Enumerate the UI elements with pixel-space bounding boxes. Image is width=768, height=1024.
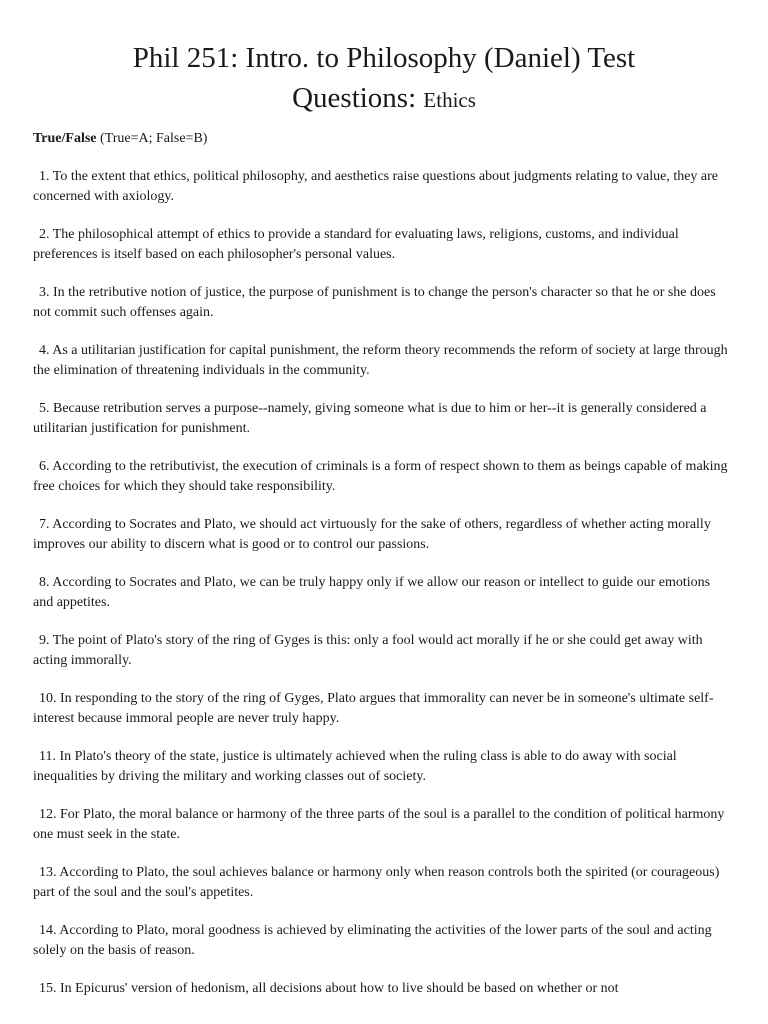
section-heading bbox=[33, 129, 207, 149]
question-item: 14. According to Plato, moral goodness is achieved by eliminating the activities of the lower parts of the soul and acting solely on the basis of reason. bbox=[33, 923, 712, 958]
question-item: 3. In the retributive notion of justice, the purpose of punishment is to change the person's character so that he or she does not commit such offenses again. bbox=[33, 285, 716, 320]
title-topic: Ethics bbox=[423, 88, 476, 112]
question-item: 8. According to Socrates and Plato, we can be truly happy only if we allow our reason or intellect to guide our emotions and appetites. bbox=[33, 575, 711, 610]
question-item: 9. The point of Plato's story of the ring of Gyges is this: only a fool would act morally if he or she could get away with acting immorally. bbox=[33, 633, 703, 668]
title-main: Phil 251: Intro. to Philosophy (Daniel) Test bbox=[132, 42, 636, 74]
question-item: 7. According to Socrates and Plato, we should act virtuously for the sake of others, regardless of whether acting morally improves our ability to discern what is good or to control our passions. bbox=[33, 517, 711, 552]
section-heading-bold: True/False bbox=[33, 131, 97, 146]
section-heading-note: (True=A; False=B) bbox=[96, 131, 208, 146]
question-item: 11. In Plato's theory of the state, justice is ultimately achieved when the ruling class is able to do away with social inequalities by driving the military and working classes out of society. bbox=[33, 749, 677, 784]
title-questions: Questions: bbox=[292, 82, 417, 114]
question-item: 12. For Plato, the moral balance or harmony of the three parts of the soul is a parallel to the condition of political harmony one must seek in the state. bbox=[33, 807, 725, 842]
question-item: 15. In Epicurus' version of hedonism, all decisions about how to live should be based on whether or not bbox=[39, 981, 619, 996]
title-second-line bbox=[0, 78, 768, 120]
question-item: 10. In responding to the story of the ring of Gyges, Plato argues that immorality can never be in someone's ultimate self-interest because immoral people are never truly happy. bbox=[33, 691, 714, 726]
question-item: 5. Because retribution serves a purpose--namely, giving someone what is due to him or her--it is generally considered a utilitarian justification for punishment. bbox=[33, 401, 707, 436]
question-item: 1. To the extent that ethics, political philosophy, and aesthetics raise questions about judgments relating to value, they are concerned with axiology. bbox=[33, 169, 719, 204]
question-item: 4. As a utilitarian justification for capital punishment, the reform theory recommends the reform of society at large through the elimination of threatening individuals in the community. bbox=[33, 343, 728, 378]
page-title bbox=[0, 0, 768, 120]
question-item: 6. According to the retributivist, the execution of criminals is a form of respect shown to them as beings capable of making free choices for which they should take responsibility. bbox=[33, 459, 728, 494]
question-item: 13. According to Plato, the soul achieves balance or harmony only when reason controls both the spirited (or courageous) part of the soul and the soul's appetites. bbox=[33, 865, 720, 900]
question-item: 2. The philosophical attempt of ethics to provide a standard for evaluating laws, religions, customs, and individual preferences is itself based on each philosopher's personal values. bbox=[33, 227, 679, 262]
question-list bbox=[33, 167, 733, 1017]
